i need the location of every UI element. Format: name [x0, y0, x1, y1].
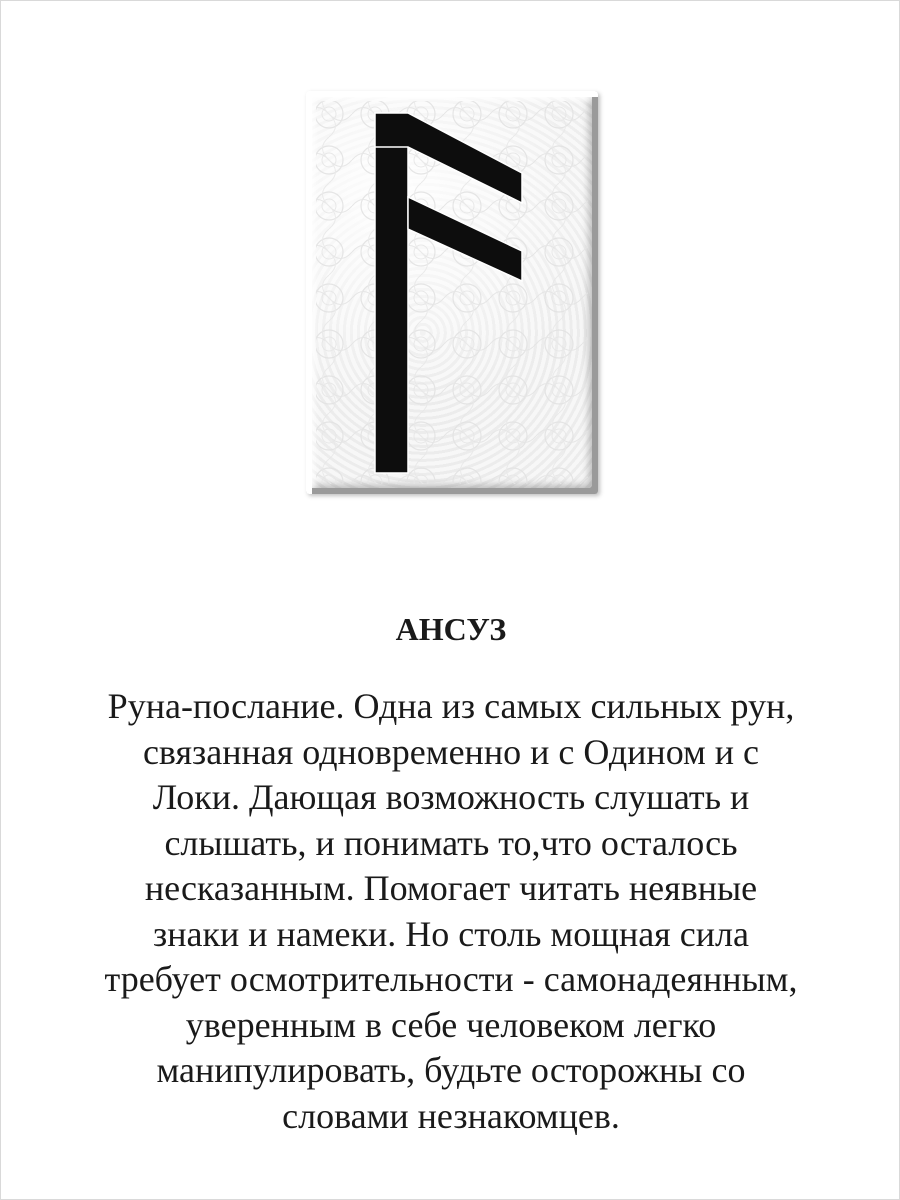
description-line: слышать, и понимать то,что осталось: [164, 822, 738, 863]
description-line: требует осмотрительности - самонадеянным,: [104, 959, 798, 999]
rune-description: [41, 684, 861, 1139]
description-line: словами незнакомцев.: [282, 1095, 620, 1136]
rune-title: АНСУЗ: [395, 611, 507, 647]
ansuz-rune-icon: [306, 91, 598, 494]
rune-tile: [306, 91, 598, 494]
description-line: манипулировать, будьте осторожны со: [156, 1050, 746, 1090]
description-line: связанная одновременно и с Одином и с: [142, 731, 760, 772]
description-line: Локи. Дающая возможность слушать и: [152, 777, 750, 817]
description-line: уверенным в себе человеком легко: [185, 1004, 717, 1045]
description-line: знаки и намеки. Но столь мощная сила: [153, 913, 749, 954]
description-line: несказанным. Помогает читать неявные: [144, 868, 758, 908]
description-line: Руна-послание. Одна из самых сильных рун,: [107, 686, 795, 726]
